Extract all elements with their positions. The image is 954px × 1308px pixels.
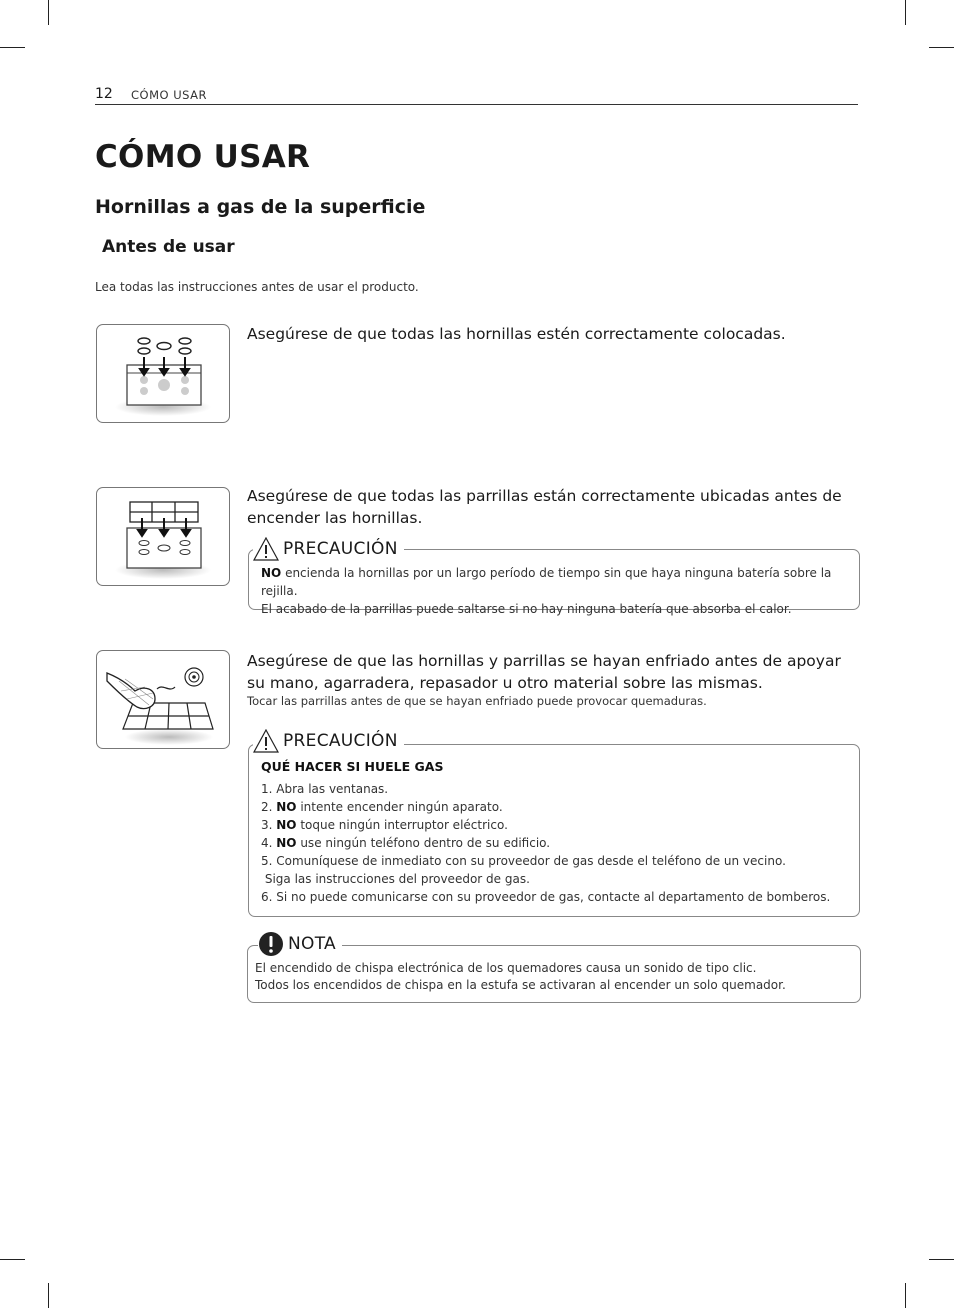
crop-mark [905, 0, 906, 25]
caution-1-line-2: El acabado de la parrillas puede saltarse si no hay ninguna batería que absorba el calor. [261, 602, 792, 616]
warning-triangle-icon [253, 729, 279, 753]
intro-text: Lea todas las instrucciones antes de usar el producto. [95, 280, 419, 294]
crop-mark [929, 1259, 954, 1260]
gas-instructions-list [261, 780, 857, 906]
list-item-text: toque ningún interruptor eléctrico. [296, 818, 508, 832]
note-header [258, 931, 342, 957]
list-item [261, 798, 857, 816]
list-item [261, 834, 857, 852]
header-divider [95, 104, 858, 105]
note-line-1: El encendido de chispa electrónica de los quemadores causa un sonido de tipo clic. [255, 961, 757, 975]
grates-placement-icon [96, 487, 230, 586]
crop-mark [929, 47, 954, 48]
list-item-number: 1. [261, 782, 277, 796]
list-item-number: 5. [261, 854, 277, 868]
caution-box-1 [248, 539, 860, 616]
step-1-text: Asegúrese de que todas las hornillas estén correctamente colocadas. [247, 325, 786, 343]
list-item-bold: NO [276, 836, 297, 850]
step-2-text: Asegúrese de que todas las parrillas están correctamente ubicadas antes de encender las hornillas. [247, 487, 842, 527]
burners-placement-icon [96, 324, 230, 423]
caution-2-body [261, 758, 857, 906]
list-item-text: Abra las ventanas. [276, 782, 389, 796]
list-item-text: Siga las instrucciones del proveedor de gas. [264, 872, 530, 886]
list-item-text: use ningún teléfono dentro de su edificio. [296, 836, 551, 850]
gas-smell-heading: QUÉ HACER SI HUELE GAS [261, 759, 444, 774]
caution-1-line-1 [261, 564, 857, 600]
step-3-text: Asegúrese de que las hornillas y parrillas se hayan enfriado antes de apoyar su mano, agarradera, repasador u otro material sobre las mismas. [247, 652, 841, 692]
list-item-number: 3. [261, 818, 277, 832]
list-item-bold: NO [276, 800, 297, 814]
list-item-number: 2. [261, 800, 277, 814]
note-line-2: Todos los encendidos de chispa en la estufa se activaran al encender un solo quemador. [255, 978, 786, 992]
list-item [261, 780, 857, 798]
caution-box-2 [248, 731, 860, 917]
section-subtitle: Hornillas a gas de la superficie [95, 196, 426, 218]
list-item-text: intente encender ningún aparato. [296, 800, 503, 814]
list-item [261, 816, 857, 834]
crop-mark [48, 0, 49, 25]
list-item-text: Comuníquese de inmediato con su proveedor de gas desde el teléfono de un vecino. [276, 854, 786, 868]
subsection-title: Antes de usar [102, 237, 235, 257]
caution-label: PRECAUCIÓN [283, 731, 398, 751]
page-number: 12 [95, 86, 113, 102]
list-item-number: 4. [261, 836, 277, 850]
crop-mark [905, 1283, 906, 1308]
list-item-bold: NO [276, 818, 297, 832]
crop-mark [0, 47, 25, 48]
hot-grate-mitt-icon [96, 650, 230, 749]
caution-1-body [261, 564, 857, 618]
caution-1-no: NO [261, 566, 282, 580]
caution-header-2 [253, 729, 404, 753]
page-title: CÓMO USAR [95, 139, 311, 175]
step-3-subtext: Tocar las parrillas antes de que se hayan enfriado puede provocar quemaduras. [247, 694, 707, 708]
caution-1-line-1-text: encienda la hornillas por un largo período de tiempo sin que haya ninguna batería sobre la rejilla. [261, 566, 832, 598]
list-item-number: 6. [261, 890, 277, 904]
caution-label: PRECAUCIÓN [283, 539, 398, 559]
caution-header-1 [253, 537, 404, 561]
crop-mark [48, 1283, 49, 1308]
note-body [255, 960, 855, 994]
list-item [261, 888, 857, 906]
note-label: NOTA [288, 934, 336, 954]
warning-triangle-icon [253, 537, 279, 561]
list-item [261, 852, 857, 870]
exclamation-circle-icon [258, 931, 284, 957]
list-item [261, 870, 857, 888]
crop-mark [0, 1259, 25, 1260]
list-item-text: Si no puede comunicarse con su proveedor de gas, contacte al departamento de bomberos. [276, 890, 831, 904]
note-box [247, 934, 861, 1003]
header-section-name: CÓMO USAR [131, 88, 207, 102]
